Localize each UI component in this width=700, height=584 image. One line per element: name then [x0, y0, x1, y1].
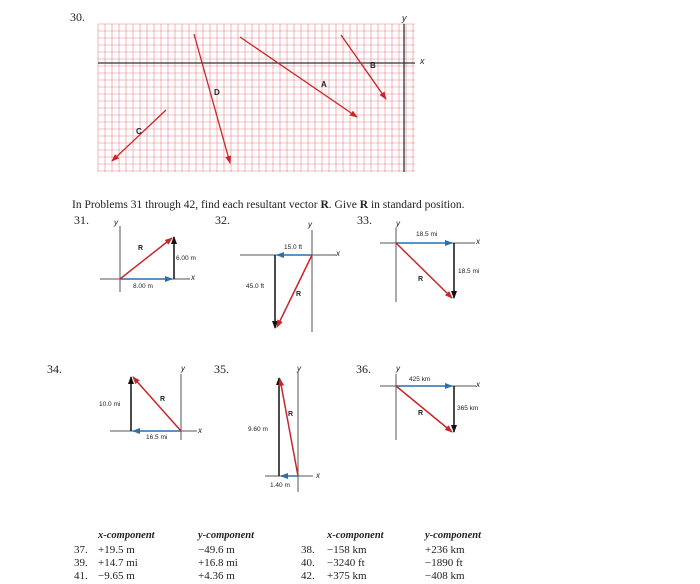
p35-bottom-label: 1.40 m	[270, 482, 290, 489]
problem-30-y-label: y	[402, 13, 407, 23]
p36-r-label: R	[418, 410, 424, 417]
p35-r-label: R	[288, 411, 294, 418]
p31-x-label: x	[191, 273, 195, 282]
p32-left-label: 45.0 ft	[246, 283, 265, 290]
y-value: +236 km	[425, 544, 465, 556]
p34-x-label: x	[198, 426, 202, 435]
vector-b-label: B	[370, 61, 376, 70]
p35-x-label: x	[316, 471, 320, 480]
instructions-bold-r2: R	[359, 199, 369, 211]
problem-30-number: 30.	[70, 10, 85, 24]
p31-r-label: R	[138, 245, 144, 252]
problem-30-grid	[98, 24, 415, 172]
x-value: −9.65 m	[98, 570, 135, 582]
problem-36-number: 36.	[356, 362, 371, 376]
vector-a-label: A	[321, 80, 327, 89]
p35-y-label: y	[297, 364, 301, 373]
instructions-pre: In Problems 31 through 42, find each resultant vector	[72, 199, 321, 211]
problem-33-number: 33.	[357, 213, 372, 227]
x-value: −3240 ft	[327, 557, 365, 569]
problem-31-number: 31.	[74, 213, 89, 227]
y-value: +4.36 m	[198, 570, 235, 582]
table-header-y-left: y-component	[198, 530, 254, 541]
p36-top-label: 425 km	[409, 376, 431, 383]
p31-vert-label: 6.00 m	[176, 255, 196, 262]
x-value: +19.5 m	[98, 544, 135, 556]
table-header-x-right: x-component	[327, 530, 384, 541]
x-value: −158 km	[327, 544, 367, 556]
figure-34	[110, 374, 197, 440]
row-number: 39.	[74, 557, 88, 569]
row-number: 41.	[74, 570, 88, 582]
y-value: −1890 ft	[425, 557, 463, 569]
p32-top-label: 15.0 ft	[284, 244, 303, 251]
instructions-post2: in standard position.	[368, 199, 465, 211]
p36-y-label: y	[396, 364, 400, 373]
problem-30-x-label: x	[420, 56, 425, 66]
p34-left-label: 10.0 mi	[99, 401, 121, 408]
p31-horiz-label: 8.00 m	[133, 283, 153, 290]
problem-32-number: 32.	[215, 213, 230, 227]
vector-b	[341, 35, 386, 99]
vector-d-label: D	[214, 88, 220, 97]
p33-r-label: R	[418, 276, 424, 283]
p34-r-label: R	[160, 396, 166, 403]
vector-c-label: C	[136, 127, 142, 136]
figure-33	[380, 228, 475, 302]
instructions-post: . Give	[328, 199, 360, 211]
row-number: 38.	[301, 544, 315, 556]
x-value: +375 km	[327, 570, 367, 582]
problem-35-number: 35.	[214, 362, 229, 376]
row-number: 40.	[301, 557, 315, 569]
p33-x-label: x	[476, 237, 480, 246]
table-header-y-right: y-component	[425, 530, 481, 541]
p34-y-label: y	[181, 364, 185, 373]
p34-bottom-label: 16.5 mi	[146, 434, 168, 441]
x-value: +14.7 mi	[98, 557, 138, 569]
p33-y-label: y	[396, 219, 400, 228]
y-value: +16.8 mi	[198, 557, 238, 569]
row-number: 37.	[74, 544, 88, 556]
p36-x-label: x	[476, 380, 480, 389]
p35-left-label: 9.60 m	[248, 426, 268, 433]
p32-x-label: x	[336, 249, 340, 258]
p31-y-label: y	[114, 218, 118, 227]
instructions-bold-r: R	[320, 199, 329, 211]
y-value: −408 km	[425, 570, 465, 582]
p33-top-label: 18.5 mi	[416, 231, 438, 238]
p36-right-label: 365 km	[457, 405, 479, 412]
figure-35	[265, 372, 313, 492]
problem-34-number: 34.	[47, 362, 62, 376]
p32-r-label: R	[296, 291, 302, 298]
vector-d	[194, 34, 230, 163]
vector-a	[240, 37, 357, 117]
table-header-x-left: x-component	[98, 530, 155, 541]
p32-y-label: y	[308, 220, 312, 229]
p33-right-label: 18.5 mi	[458, 268, 480, 275]
instructions-text	[72, 199, 465, 211]
y-value: −49.6 m	[198, 544, 235, 556]
row-number: 42.	[301, 570, 315, 582]
